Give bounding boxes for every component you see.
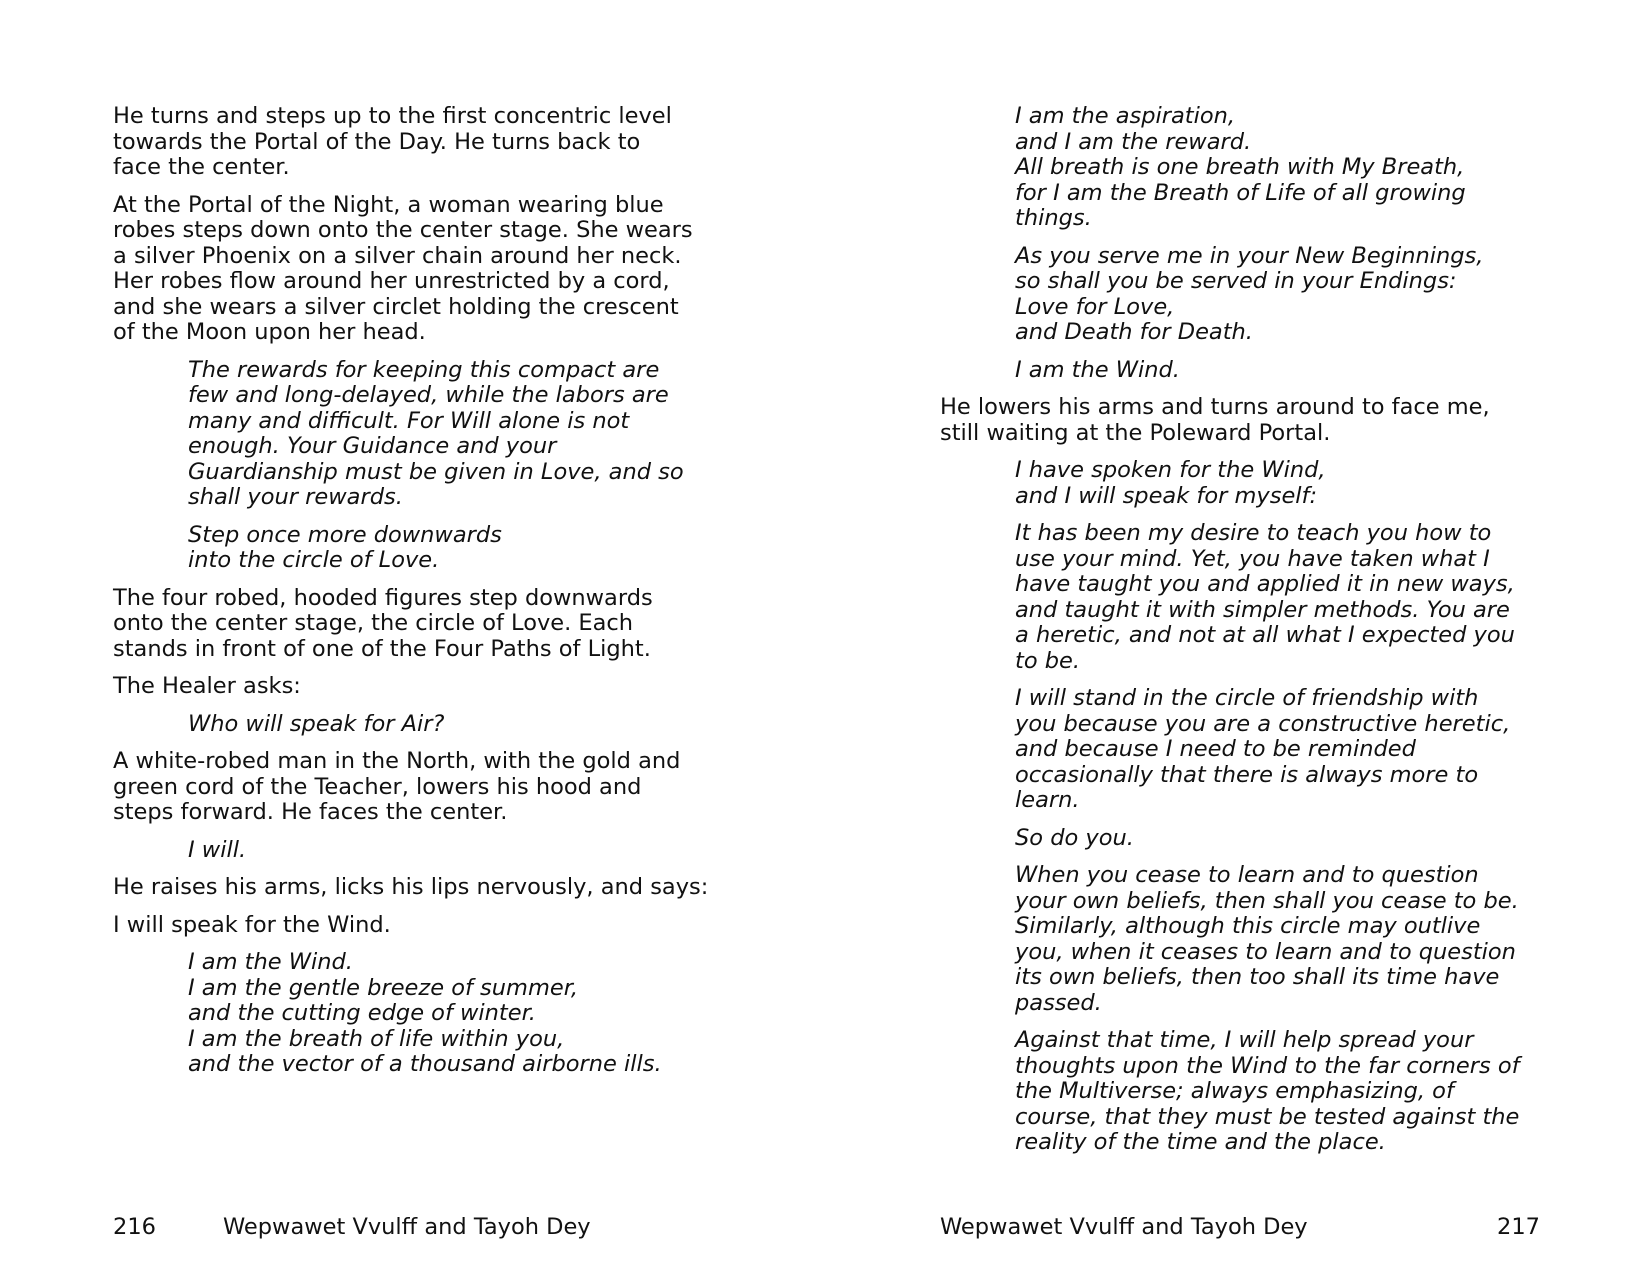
paragraph: Step once more downwards into the circle of Love. xyxy=(188,521,502,573)
paragraph: So do you. xyxy=(1015,824,1134,851)
paragraph: I am the Wind. xyxy=(1015,356,1180,383)
paragraph: The four robed, hooded figures step downwards onto the center stage, the circle of Love. Each stands in front of one of the Four Paths of Light. xyxy=(113,584,653,662)
paragraph: The Healer asks: xyxy=(113,673,301,699)
paragraph: Who will speak for Air? xyxy=(188,710,445,737)
running-footer-author: Wepwawet Vvulff and Tayoh Dey xyxy=(940,1214,1308,1240)
right-page xyxy=(825,0,1649,1275)
paragraph: I will stand in the circle of friendship with you because you are a constructive heretic, and because I need to be reminded occasionally that there is always more to learn. xyxy=(1015,685,1511,813)
running-footer-author: Wepwawet Vvulff and Tayoh Dey xyxy=(223,1214,591,1240)
paragraph: He turns and steps up to the first concentric level towards the Portal of the Day. He turns back to face the center. xyxy=(113,103,672,180)
left-page xyxy=(0,0,824,1275)
left-page-body xyxy=(113,104,723,1090)
paragraph: I am the aspiration, and I am the reward. All breath is one breath with My Breath, for I am the Breath of Life of all growing things. xyxy=(1015,103,1466,231)
paragraph: It has been my desire to teach you how to use your mind. Yet, you have taken what I have taught you and applied it in new ways, and taught it with simpler methods. You are a heretic, and not at all what I expected you to be. xyxy=(1015,520,1515,674)
paragraph: As you serve me in your New Beginnings, so shall you be served in your Endings: Love for Love, and Death for Death. xyxy=(1015,242,1484,345)
paragraph: I am the Wind. I am the gentle breeze of summer, and the cutting edge of winter. I am the breath of life within you, and the vector of a thousand airborne ills. xyxy=(188,949,662,1077)
page-number: 216 xyxy=(113,1214,156,1240)
paragraph: I will speak for the Wind. xyxy=(113,911,391,938)
paragraph: When you cease to learn and to question your own beliefs, then shall you cease to be. Similarly, although this circle may outlive you, when it ceases to learn and to question its own beliefs, then too shall its time have passed. xyxy=(1015,862,1519,1016)
paragraph: I will. xyxy=(188,836,247,863)
paragraph: A white-robed man in the North, with the gold and green cord of the Teacher, lowers his hood and steps forward. He faces the center. xyxy=(113,748,681,825)
paragraph: I have spoken for the Wind, and I will speak for myself: xyxy=(1015,457,1326,509)
paragraph: He raises his arms, licks his lips nervously, and says: xyxy=(113,874,709,900)
paragraph: The rewards for keeping this compact are few and long-delayed, while the labors are many and difficult. For Will alone is not enough. Your Guidance and your Guardianship must be given in Love, and so shall your rewards. xyxy=(188,356,684,510)
right-page-body xyxy=(940,104,1560,1168)
page-number: 217 xyxy=(1497,1214,1540,1240)
paragraph: Against that time, I will help spread your thoughts upon the Wind to the far corners of the Multiverse; always emphasizing, of course, that they must be tested against the reality of the time and the place. xyxy=(1015,1027,1520,1155)
paragraph: He lowers his arms and turns around to face me, still waiting at the Poleward Portal. xyxy=(940,394,1490,446)
paragraph: At the Portal of the Night, a woman wearing blue robes steps down onto the center stage. She wears a silver Phoenix on a silver chain around her neck. Her robes flow around her unrestricted by a cord, and she wears a silver circlet holding the crescent of the Moon upon her head. xyxy=(113,191,693,345)
